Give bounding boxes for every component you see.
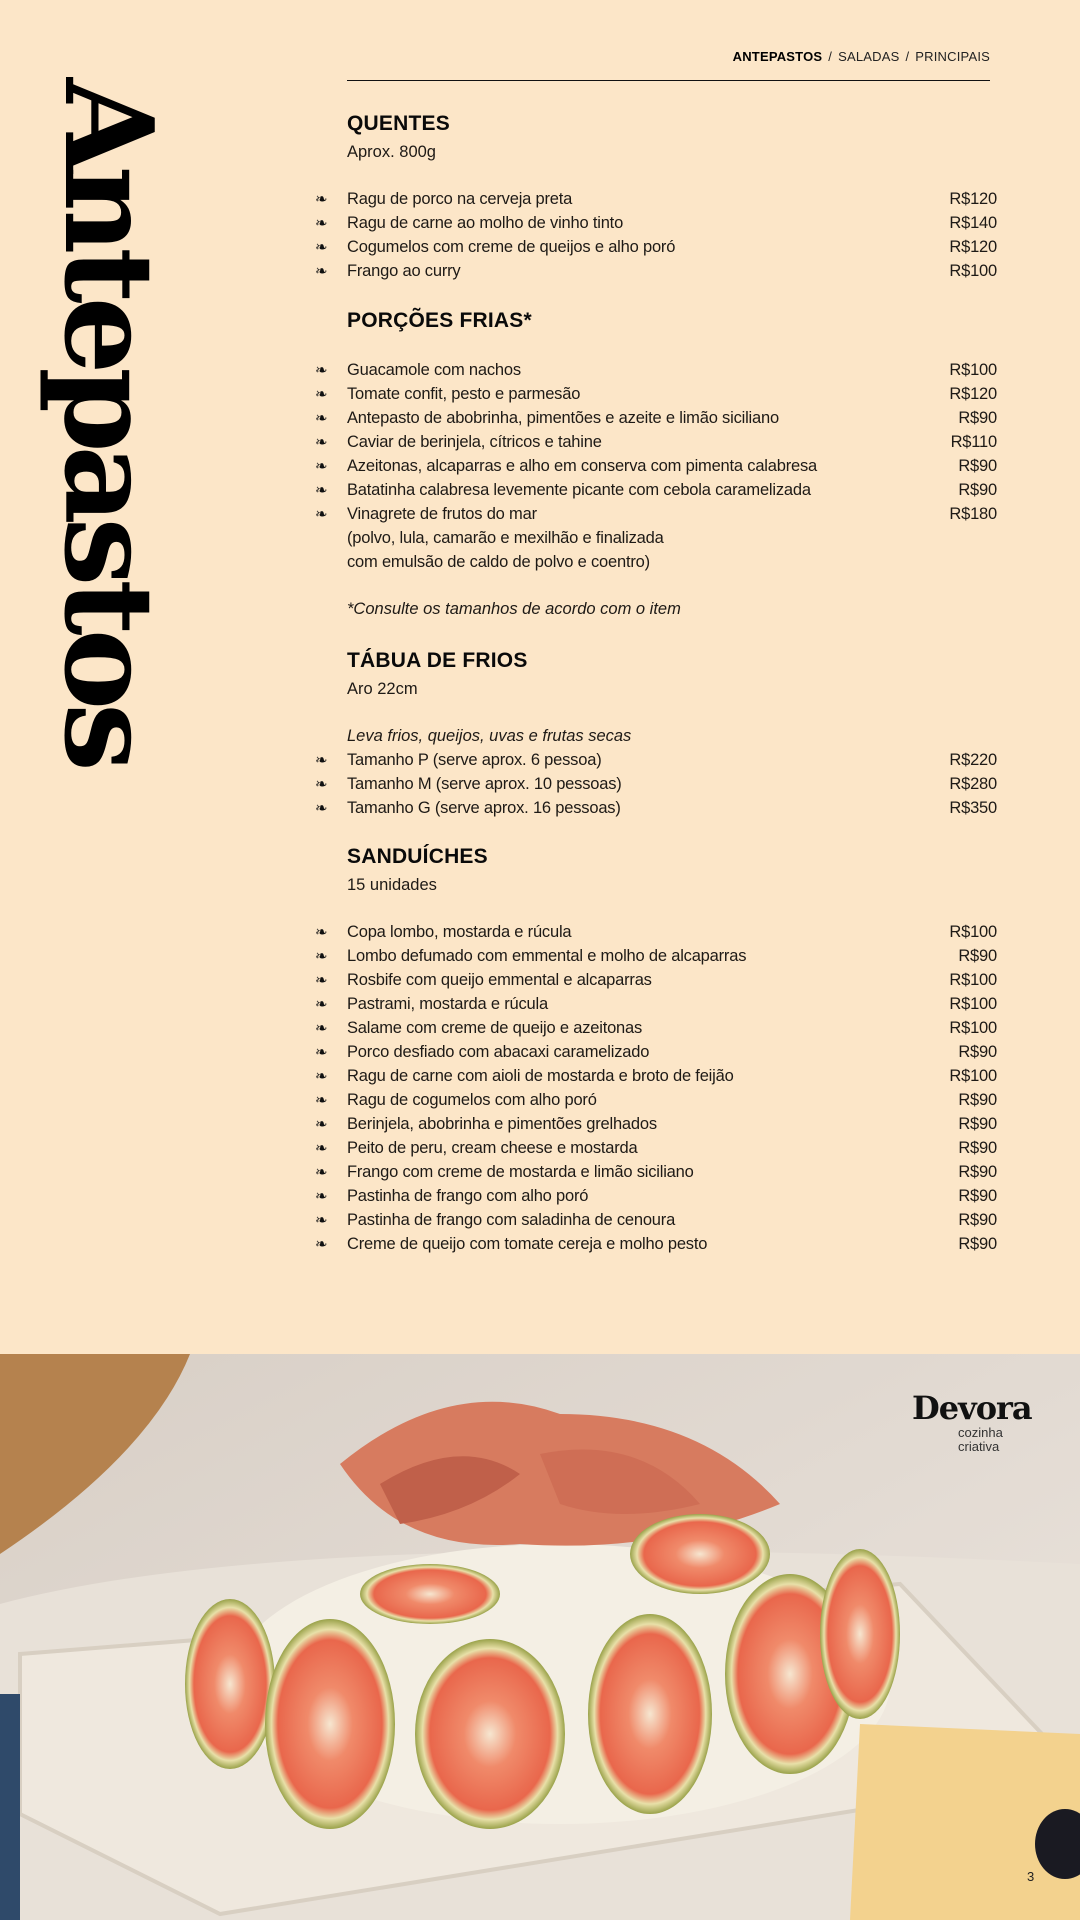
floral-bullet-icon: ❧ (315, 1067, 328, 1085)
floral-bullet-icon: ❧ (315, 799, 328, 817)
item-name: Pastrami, mostarda e rúcula (347, 995, 548, 1013)
item-price: R$100 (949, 971, 997, 989)
menu-item (315, 1184, 997, 1208)
floral-bullet-icon: ❧ (315, 1019, 328, 1037)
item-price: R$110 (950, 433, 997, 451)
item-name: Salame com creme de queijo e azeitonas (347, 1019, 643, 1037)
item-price: R$90 (958, 481, 997, 499)
menu-item (315, 796, 997, 820)
item-price: R$120 (949, 190, 997, 208)
item-name: Frango ao curry (347, 262, 461, 280)
item-price: R$90 (958, 1235, 997, 1253)
floral-bullet-icon: ❧ (315, 505, 328, 523)
nav-separator: / (828, 49, 833, 64)
floral-bullet-icon: ❧ (315, 214, 328, 232)
floral-bullet-icon: ❧ (315, 971, 328, 989)
item-name: Ragu de cogumelos com alho poró (347, 1091, 597, 1109)
item-name: Tamanho P (serve aprox. 6 pessoa) (347, 751, 602, 769)
item-name: Antepasto de abobrinha, pimentões e azeite e limão siciliano (347, 409, 779, 427)
page-number: 3 (1027, 1869, 1035, 1884)
section-sanduiches (315, 843, 997, 1256)
item-price: R$280 (949, 775, 997, 793)
item-name: Azeitonas, alcaparras e alho em conserva com pimenta calabresa (347, 457, 818, 475)
floral-bullet-icon: ❧ (315, 409, 328, 427)
menu-item (315, 968, 997, 992)
menu-item (315, 992, 997, 1016)
devora-logo (912, 1390, 1032, 1454)
floral-bullet-icon: ❧ (315, 923, 328, 941)
menu-item (315, 502, 997, 526)
floral-bullet-icon: ❧ (315, 995, 328, 1013)
section-porcoes-frias (315, 307, 997, 621)
section-title: TÁBUA DE FRIOS (347, 649, 528, 672)
floral-bullet-icon: ❧ (315, 1139, 328, 1157)
item-price: R$120 (949, 238, 997, 256)
section-title: PORÇÕES FRIAS* (347, 309, 532, 332)
menu-item (315, 944, 997, 968)
item-name: Batatinha calabresa levemente picante com cebola caramelizada (347, 481, 811, 499)
menu-item (315, 1112, 997, 1136)
item-description: (polvo, lula, camarão e mexilhão e finalizada (347, 529, 664, 547)
item-price: R$90 (958, 1043, 997, 1061)
floral-bullet-icon: ❧ (315, 481, 328, 499)
item-price: R$350 (949, 799, 997, 817)
floral-bullet-icon: ❧ (315, 238, 328, 256)
spacer (347, 701, 997, 724)
menu-item (315, 1232, 997, 1256)
item-description: com emulsão de caldo de polvo e coentro) (347, 553, 650, 571)
item-price: R$100 (949, 262, 997, 280)
section-subtitle: 15 unidades (347, 876, 437, 894)
spacer (347, 897, 997, 920)
item-name: Frango com creme de mostarda e limão siciliano (347, 1163, 694, 1181)
spacer (347, 574, 997, 597)
floral-bullet-icon: ❧ (315, 1187, 328, 1205)
menu-item (315, 235, 997, 259)
item-name: Tamanho G (serve aprox. 16 pessoas) (347, 799, 621, 817)
menu-item (315, 187, 997, 211)
floral-bullet-icon: ❧ (315, 1235, 328, 1253)
menu-item (315, 1040, 997, 1064)
menu-item (315, 1160, 997, 1184)
section-quentes (315, 110, 997, 283)
item-name: Ragu de porco na cerveja preta (347, 190, 573, 208)
section-tabua-de-frios (315, 647, 997, 820)
item-price: R$140 (949, 214, 997, 232)
section-subtitle: Aro 22cm (347, 680, 418, 698)
item-price: R$90 (958, 457, 997, 475)
item-price: R$180 (949, 505, 997, 523)
item-price: R$90 (958, 1163, 997, 1181)
item-price: R$100 (949, 1019, 997, 1037)
item-name: Guacamole com nachos (347, 361, 521, 379)
section-nav (733, 49, 990, 64)
floral-bullet-icon: ❧ (315, 361, 328, 379)
section-title: SANDUÍCHES (347, 845, 488, 868)
floral-bullet-icon: ❧ (315, 1091, 328, 1109)
menu-item (315, 748, 997, 772)
item-price: R$90 (958, 1139, 997, 1157)
menu-item (315, 259, 997, 283)
item-price: R$90 (958, 1187, 997, 1205)
floral-bullet-icon: ❧ (315, 751, 328, 769)
menu-item (315, 406, 997, 430)
item-name: Lombo defumado com emmental e molho de alcaparras (347, 947, 747, 965)
floral-bullet-icon: ❧ (315, 262, 328, 280)
item-price: R$120 (949, 385, 997, 403)
nav-item-principais[interactable]: PRINCIPAIS (915, 49, 990, 64)
item-price: R$100 (949, 1067, 997, 1085)
item-name: Pastinha de frango com alho poró (347, 1187, 589, 1205)
item-name: Tomate confit, pesto e parmesão (347, 385, 581, 403)
menu-item (315, 1136, 997, 1160)
nav-item-saladas[interactable]: SALADAS (838, 49, 900, 64)
item-price: R$90 (958, 1091, 997, 1109)
floral-bullet-icon: ❧ (315, 947, 328, 965)
logo-name: Devora (912, 1389, 1032, 1427)
menu-item (315, 1208, 997, 1232)
floral-bullet-icon: ❧ (315, 457, 328, 475)
logo-tagline: cozinha (958, 1425, 1003, 1440)
item-price: R$90 (958, 947, 997, 965)
menu-item (315, 211, 997, 235)
item-price: R$220 (949, 751, 997, 769)
floral-bullet-icon: ❧ (315, 433, 328, 451)
item-name: Berinjela, abobrinha e pimentões grelhados (347, 1115, 657, 1133)
item-name: Porco desfiado com abacaxi caramelizado (347, 1043, 650, 1061)
menu-item (315, 358, 997, 382)
item-name: Peito de peru, cream cheese e mostarda (347, 1139, 638, 1157)
spacer (347, 164, 997, 187)
floral-bullet-icon: ❧ (315, 775, 328, 793)
section-note: *Consulte os tamanhos de acordo com o item (347, 600, 681, 618)
item-name: Creme de queijo com tomate cereja e molho pesto (347, 1235, 708, 1253)
item-name: Ragu de carne ao molho de vinho tinto (347, 214, 624, 232)
floral-bullet-icon: ❧ (315, 1115, 328, 1133)
item-price: R$100 (949, 923, 997, 941)
nav-item-antepastos[interactable]: ANTEPASTOS (732, 49, 823, 64)
spacer (347, 335, 997, 358)
floral-bullet-icon: ❧ (315, 1043, 328, 1061)
item-name: Copa lombo, mostarda e rúcula (347, 923, 572, 941)
floral-bullet-icon: ❧ (315, 190, 328, 208)
menu-item (315, 920, 997, 944)
item-price: R$90 (958, 1115, 997, 1133)
item-name: Rosbife com queijo emmental e alcaparras (347, 971, 652, 989)
menu-item (315, 454, 997, 478)
logo-tagline: criativa (958, 1439, 1000, 1454)
item-price: R$100 (949, 995, 997, 1013)
floral-bullet-icon: ❧ (315, 385, 328, 403)
item-name: Ragu de carne com aioli de mostarda e broto de feijão (347, 1067, 734, 1085)
item-name: Vinagrete de frutos do mar (347, 505, 537, 523)
menu-item (315, 772, 997, 796)
header-divider (347, 80, 990, 81)
nav-separator: / (905, 49, 910, 64)
page-title: Antepastos (37, 78, 181, 765)
item-price: R$90 (958, 409, 997, 427)
section-intro: Leva frios, queijos, uvas e frutas secas (347, 727, 632, 745)
item-name: Pastinha de frango com saladinha de cenoura (347, 1211, 676, 1229)
item-price: R$90 (958, 1211, 997, 1229)
menu-item (315, 1064, 997, 1088)
section-title: QUENTES (347, 112, 450, 135)
floral-bullet-icon: ❧ (315, 1163, 328, 1181)
section-subtitle: Aprox. 800g (347, 143, 436, 161)
item-name: Cogumelos com creme de queijos e alho poró (347, 238, 676, 256)
item-price: R$100 (949, 361, 997, 379)
menu-item (315, 478, 997, 502)
menu-item (315, 1088, 997, 1112)
menu-item (315, 382, 997, 406)
floral-bullet-icon: ❧ (315, 1211, 328, 1229)
item-name: Tamanho M (serve aprox. 10 pessoas) (347, 775, 622, 793)
menu-item (315, 1016, 997, 1040)
item-name: Caviar de berinjela, cítricos e tahine (347, 433, 602, 451)
menu-item (315, 430, 997, 454)
